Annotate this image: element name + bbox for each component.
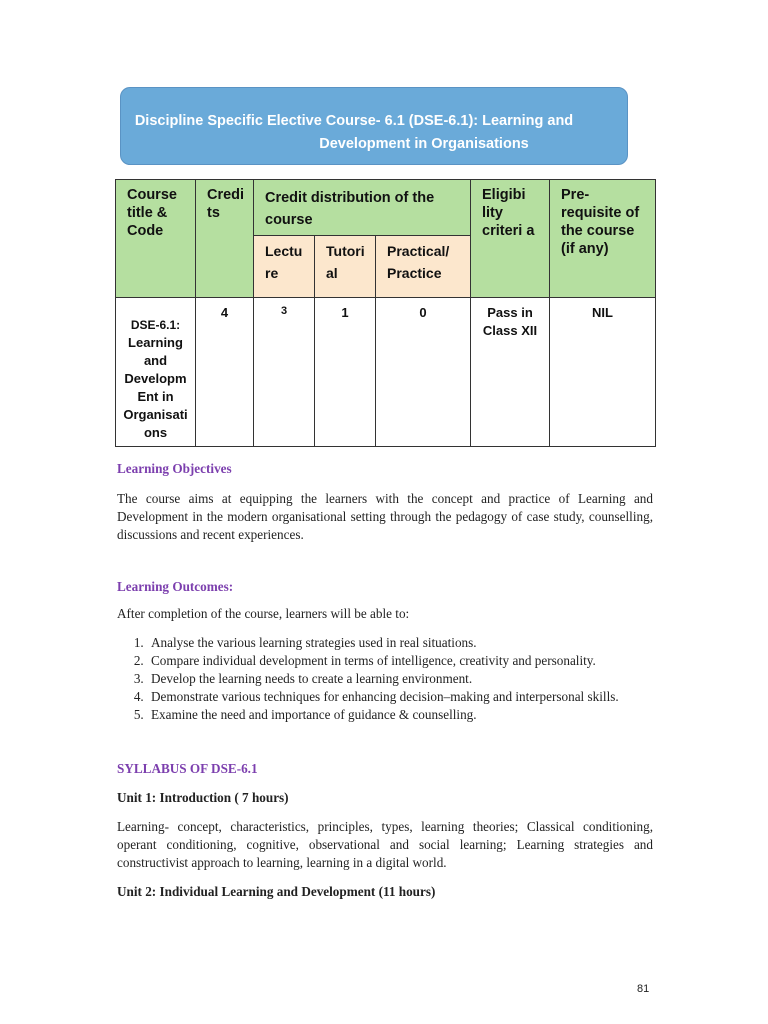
unit-1-text: Learning- concept, characteristics, principles, types, learning theories; Classical conditioning, operant conditioning, cognitive, observational and social learning; Learning strategies and constructivist approach to learning, learning in a digital world. bbox=[117, 819, 653, 870]
outcome-item: 3. Develop the learning needs to create a learning environment. bbox=[147, 670, 653, 688]
lecture-value: 3 bbox=[254, 298, 315, 447]
syllabus-heading: SYLLABUS OF DSE-6.1 bbox=[117, 761, 258, 776]
outcome-item: 2. Compare individual development in terms of intelligence, creativity and personality. bbox=[147, 652, 653, 670]
header-credit-distribution: Credit distribution of the course bbox=[254, 180, 471, 236]
header-course-title: Course title & Code bbox=[116, 180, 196, 298]
credits-value: 4 bbox=[196, 298, 254, 447]
learning-objectives-text: The course aims at equipping the learners with the concept and practice of Learning and Development in the modern organisational setting through the pedagogy of case study, counselling, discussions and recent experiences. bbox=[117, 491, 653, 542]
learning-outcomes-heading: Learning Outcomes: bbox=[117, 579, 234, 594]
outcome-item: 4. Demonstrate various techniques for enhancing decision–making and interpersonal skills. bbox=[147, 688, 653, 706]
course-content bbox=[117, 460, 653, 901]
prerequisite-value: NIL bbox=[550, 298, 656, 447]
banner-line-2: Development in Organisations bbox=[319, 136, 529, 152]
learning-outcomes-list bbox=[117, 634, 653, 724]
header-lecture: Lectu re bbox=[254, 236, 315, 298]
page-number: 81 bbox=[637, 983, 650, 995]
unit-2-title: Unit 2: Individual Learning and Development (11 hours) bbox=[117, 884, 436, 899]
outcome-item: 1. Analyse the various learning strategies used in real situations. bbox=[147, 634, 653, 652]
unit-1-title: Unit 1: Introduction ( 7 hours) bbox=[117, 790, 289, 805]
header-credits: Credi ts bbox=[196, 180, 254, 298]
banner-line-1: Discipline Specific Elective Course- 6.1 (DSE-6.1): Learning and bbox=[134, 113, 574, 129]
header-prerequisite: Pre- requisite of the course (if any) bbox=[550, 180, 656, 298]
course-title-text: Learning and Developm Ent in Organisati ons bbox=[123, 335, 188, 440]
learning-objectives-heading: Learning Objectives bbox=[117, 461, 232, 476]
course-title-code-cell bbox=[116, 298, 196, 447]
tutorial-value: 1 bbox=[315, 298, 376, 447]
course-code: DSE-6.1: bbox=[130, 318, 181, 332]
practical-value: 0 bbox=[376, 298, 471, 447]
header-practical: Practical/ Practice bbox=[376, 236, 471, 298]
eligibility-value: Pass in Class XII bbox=[471, 298, 550, 447]
header-tutorial: Tutori al bbox=[315, 236, 376, 298]
learning-outcomes-intro: After completion of the course, learners will be able to: bbox=[117, 606, 410, 621]
credit-distribution-table bbox=[115, 179, 656, 447]
header-eligibility: Eligibi lity criteri a bbox=[471, 180, 550, 298]
outcome-item: 5. Examine the need and importance of guidance & counselling. bbox=[147, 706, 653, 724]
course-title-banner bbox=[120, 87, 628, 165]
